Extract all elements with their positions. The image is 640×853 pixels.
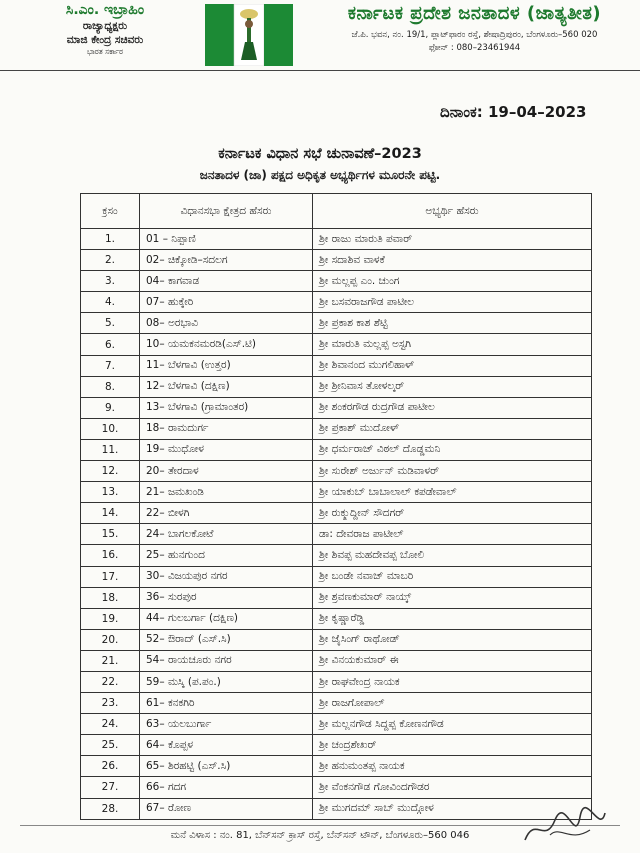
cell-constituency: 44– ಗುಲಬರ್ಗಾ (ದಕ್ಷಿಣ) xyxy=(140,608,313,629)
table-row xyxy=(81,566,592,587)
party-flag-logo-icon xyxy=(205,4,293,66)
cell-candidate: ಶ್ರೀ ಶ್ರೀನಿವಾಸ ತೋಳಲ್ಕರ್ xyxy=(313,376,592,397)
table-row xyxy=(81,714,592,735)
cell-candidate: ಶ್ರೀ ಸುರೇಶ್ ಅರ್ಜುನ್ ಮಡಿವಾಳರ್ xyxy=(313,461,592,482)
table-row xyxy=(81,418,592,439)
cell-serial: 25. xyxy=(81,735,140,756)
cell-candidate: ಶ್ರೀ ರಾಘವೇಂದ್ರ ನಾಯಕ xyxy=(313,671,592,692)
party-block xyxy=(322,2,627,54)
signature-mark xyxy=(520,805,610,850)
party-phone: ಫೋನ್ : 080–23461944 xyxy=(428,43,521,53)
cell-serial: 10. xyxy=(81,418,140,439)
table-row xyxy=(81,629,592,650)
cell-constituency: 63– ಯಲಬುರ್ಗಾ xyxy=(140,714,313,735)
table-row xyxy=(81,756,592,777)
cell-candidate: ಶ್ರೀ ಮಲ್ಲಪ್ಪ ಎಂ. ಚುಂಗ xyxy=(313,271,592,292)
table-row xyxy=(81,250,592,271)
cell-constituency: 13– ಬೆಳಗಾವಿ (ಗ್ರಾಮಾಂತರ) xyxy=(140,397,313,418)
cell-candidate: ಶ್ರೀ ಜೈಸಿಂಗ್ ರಾಥೋಡ್ xyxy=(313,629,592,650)
cell-candidate: ಶ್ರೀ ಪ್ರಕಾಶ ಕಾಶ ಶೆಟ್ಟಿ xyxy=(313,313,592,334)
cell-constituency: 36– ಸುರಪುರ xyxy=(140,587,313,608)
header-serial: ಕ್ರಸಂ xyxy=(81,194,140,229)
cell-serial: 9. xyxy=(81,397,140,418)
cell-candidate: ಶ್ರೀ ವಿನಯಕುಮಾರ್ ಈ xyxy=(313,650,592,671)
cell-serial: 26. xyxy=(81,756,140,777)
cell-serial: 22. xyxy=(81,671,140,692)
president-govt: ಭಾರತ ಸರ್ಕಾರ xyxy=(87,47,123,56)
cell-candidate: ಶ್ರೀ ಮಲ್ಲನಗೌಡ ಸಿದ್ದಪ್ಪ ಕೋಣನಗೌಡ xyxy=(313,714,592,735)
table-row xyxy=(81,545,592,566)
cell-constituency: 18– ರಾಮದುರ್ಗ xyxy=(140,418,313,439)
cell-candidate: ಶ್ರೀ ಹನುಮಂತಪ್ಪ ನಾಯಕ xyxy=(313,756,592,777)
cell-candidate: ಡಾ: ದೇವರಾಜ ಪಾಟೀಲ್ xyxy=(313,524,592,545)
cell-candidate: ಶ್ರೀ ಸದಾಶಿವ ವಾಳಕೆ xyxy=(313,250,592,271)
cell-constituency: 65– ಶಿರಹಟ್ಟಿ (ಎಸ್.ಸಿ) xyxy=(140,756,313,777)
table-row xyxy=(81,271,592,292)
cell-serial: 13. xyxy=(81,482,140,503)
cell-candidate: ಶ್ರೀ ಬಸವರಾಜಗೌಡ ಪಾಟೀಲ xyxy=(313,292,592,313)
cell-candidate: ಶ್ರೀ ಕೃಷ್ಣಾರೆಡ್ಡಿ xyxy=(313,608,592,629)
cell-serial: 2. xyxy=(81,250,140,271)
cell-constituency: 20– ತೇರದಾಳ xyxy=(140,461,313,482)
cell-constituency: 08– ಅರಭಾವಿ xyxy=(140,313,313,334)
cell-serial: 21. xyxy=(81,650,140,671)
cell-serial: 14. xyxy=(81,503,140,524)
cell-candidate: ಶ್ರೀ ವೆಂಕನಗೌಡ ಗೋವಿಂದಗೌಡರ xyxy=(313,777,592,798)
header-candidate: ಅಭ್ಯರ್ಥಿ ಹೆಸರು xyxy=(313,194,592,229)
cell-serial: 12. xyxy=(81,461,140,482)
cell-constituency: 19– ಮುಧೋಳ xyxy=(140,439,313,460)
cell-constituency: 12– ಬೆಳಗಾವಿ (ದಕ್ಷಿಣ) xyxy=(140,376,313,397)
table-row xyxy=(81,693,592,714)
cell-serial: 23. xyxy=(81,693,140,714)
cell-serial: 1. xyxy=(81,229,140,250)
cell-candidate: ಶ್ರೀ ಚಂದ್ರಶೇಖರ್ xyxy=(313,735,592,756)
letterhead xyxy=(0,0,640,72)
table-row xyxy=(81,608,592,629)
table-row xyxy=(81,229,592,250)
cell-candidate: ಶ್ರೀ ಶಂಕರಗೌಡ ರುದ್ರಗೌಡ ಪಾಟೀಲ xyxy=(313,397,592,418)
document-date: ದಿನಾಂಕ: 19–04–2023 xyxy=(440,103,587,121)
table-row xyxy=(81,439,592,460)
cell-serial: 11. xyxy=(81,439,140,460)
cell-constituency: 07– ಹುಕ್ಕೇರಿ xyxy=(140,292,313,313)
table-row xyxy=(81,587,592,608)
cell-serial: 4. xyxy=(81,292,140,313)
header-divider xyxy=(0,70,640,71)
cell-constituency: 10– ಯಮಕನಮರಡಿ(ಎಸ್.ಟಿ) xyxy=(140,334,313,355)
cell-constituency: 61– ಕನಕಗಿರಿ xyxy=(140,693,313,714)
table-row xyxy=(81,503,592,524)
cell-constituency: 02– ಚಿಕ್ಕೋಡಿ–ಸದಲಗ xyxy=(140,250,313,271)
cell-constituency: 22– ಬೀಳಗಿ xyxy=(140,503,313,524)
candidate-table xyxy=(80,193,592,820)
table-header-row xyxy=(81,194,592,229)
cell-candidate: ಶ್ರೀ ರಾಜು ಮಾರುತಿ ಪವಾರ್ xyxy=(313,229,592,250)
cell-candidate: ಶ್ರೀ ಧರ್ಮರಾಜ್ ವಿಠಲ್ ದೊಡ್ಡಮನಿ xyxy=(313,439,592,460)
cell-candidate: ಶ್ರೀ ಬಂಡೇ ನವಾಜ್ ಮಾಬರಿ xyxy=(313,566,592,587)
cell-serial: 17. xyxy=(81,566,140,587)
cell-constituency: 30– ವಿಜಯಪುರ ನಗರ xyxy=(140,566,313,587)
table-row xyxy=(81,671,592,692)
table-row xyxy=(81,461,592,482)
cell-constituency: 24– ಬಾಗಲಕೋಟೆ xyxy=(140,524,313,545)
cell-serial: 20. xyxy=(81,629,140,650)
party-name: ಕರ್ನಾಟಕ ಪ್ರದೇಶ ಜನತಾದಳ (ಜಾತ್ಯತೀತ) xyxy=(347,3,602,24)
cell-candidate: ಶ್ರೀ ಮುಗದಮ್ ಸಾಬ್ ಮುದ್ಗೋಳ xyxy=(313,798,592,819)
cell-constituency: 52– ಔರಾದ್ (ಎಸ್.ಸಿ) xyxy=(140,629,313,650)
table-row xyxy=(81,735,592,756)
party-address: ಜೆ.ಪಿ. ಭವನ, ನಂ. 19/1, ಪ್ಲಾಟ್‌ಫಾರಂ ರಸ್ತೆ, ಶೇಷಾದ್ರಿಪುರಂ, ಬೆಂಗಳೂರು–560 020 xyxy=(351,30,598,40)
president-former-post: ಮಾಜಿ ಕೇಂದ್ರ ಸಚಿವರು xyxy=(66,34,144,46)
cell-serial: 8. xyxy=(81,376,140,397)
cell-serial: 19. xyxy=(81,608,140,629)
cell-serial: 18. xyxy=(81,587,140,608)
footer-address: ಮನೆ ವಿಳಾಸ : ನಂ. 81, ಬೆನ್‌ಸನ್ ಕ್ರಾಸ್ ರಸ್ತೆ, ಬೆನ್‌ಸನ್ ಟೌನ್, ಬೆಂಗಳೂರು–560 046 xyxy=(170,830,470,841)
table-row xyxy=(81,777,592,798)
cell-candidate: ಶ್ರೀ ಶಿವಪ್ಪ ಮಹದೇವಪ್ಪ ಬೋಲಿ xyxy=(313,545,592,566)
table-row xyxy=(81,376,592,397)
cell-constituency: 59– ಮಸ್ಕಿ (ಪ.ಪಂ.) xyxy=(140,671,313,692)
president-block xyxy=(20,2,190,57)
cell-candidate: ಶ್ರೀ ಪ್ರಕಾಶ್ ಮುದೋಳ್ xyxy=(313,418,592,439)
document-title: ಕರ್ನಾಟಕ ವಿಧಾನ ಸಭೆ ಚುನಾವಣೆ–2023 xyxy=(218,146,422,162)
cell-candidate: ಶ್ರೀ ಮಾರುತಿ ಮಲ್ಲಪ್ಪ ಅಸ್ಟಗಿ xyxy=(313,334,592,355)
cell-serial: 3. xyxy=(81,271,140,292)
table-row xyxy=(81,334,592,355)
cell-constituency: 25– ಹುನಗುಂದ xyxy=(140,545,313,566)
cell-candidate: ಶ್ರೀ ರಾಜಗೋಪಾಲ್ xyxy=(313,693,592,714)
cell-serial: 15. xyxy=(81,524,140,545)
cell-serial: 5. xyxy=(81,313,140,334)
president-name: ಸಿ.ಎಂ. ಇಬ್ರಾಹಿಂ xyxy=(65,2,145,18)
cell-constituency: 67– ರೋಣ xyxy=(140,798,313,819)
cell-candidate: ಶ್ರೀ ರುಕ್ಮುದ್ದೀನ್ ಸೌದಗರ್ xyxy=(313,503,592,524)
cell-constituency: 04– ಕಾಗವಾಡ xyxy=(140,271,313,292)
cell-serial: 27. xyxy=(81,777,140,798)
cell-serial: 28. xyxy=(81,798,140,819)
cell-constituency: 66– ಗದಗ xyxy=(140,777,313,798)
table-row xyxy=(81,524,592,545)
cell-serial: 6. xyxy=(81,334,140,355)
table-row xyxy=(81,292,592,313)
document-subtitle: ಜನತಾದಳ (ಜಾ) ಪಕ್ಷದ ಅಧಿಕೃತ ಅಭ್ಯರ್ಥಿಗಳ ಮೂರನೇ ಪಟ್ಟಿ. xyxy=(199,168,441,182)
cell-serial: 16. xyxy=(81,545,140,566)
table-row xyxy=(81,650,592,671)
cell-constituency: 54– ರಾಯಚೂರು ನಗರ xyxy=(140,650,313,671)
cell-serial: 24. xyxy=(81,714,140,735)
cell-serial: 7. xyxy=(81,355,140,376)
cell-constituency: 11– ಬೆಳಗಾವಿ (ಉತ್ತರ) xyxy=(140,355,313,376)
cell-candidate: ಶ್ರೀ ಶಿವಾನಂದ ಮುಗಲಿಹಾಳ್ xyxy=(313,355,592,376)
cell-candidate: ಶ್ರೀ ಯಾಕುಬ್ ಬಾಬಾಲಾಲ್ ಕಪಡೇವಾಲ್ xyxy=(313,482,592,503)
table-row xyxy=(81,482,592,503)
cell-constituency: 64– ಕೊಪ್ಪಳ xyxy=(140,735,313,756)
header-constituency: ವಿಧಾನಸಭಾ ಕ್ಷೇತ್ರದ ಹೆಸರು xyxy=(140,194,313,229)
table-row xyxy=(81,798,592,819)
table-row xyxy=(81,313,592,334)
table-row xyxy=(81,397,592,418)
president-title: ರಾಜ್ಯಾಧ್ಯಕ್ಷರು xyxy=(82,20,128,32)
cell-candidate: ಶ್ರೀ ಶ್ರವಣಕುಮಾರ್ ನಾಯ್ಕ್ xyxy=(313,587,592,608)
cell-constituency: 21– ಜಮಖಂಡಿ xyxy=(140,482,313,503)
table-row xyxy=(81,355,592,376)
cell-constituency: 01 – ನಿಪ್ಪಾಣಿ xyxy=(140,229,313,250)
